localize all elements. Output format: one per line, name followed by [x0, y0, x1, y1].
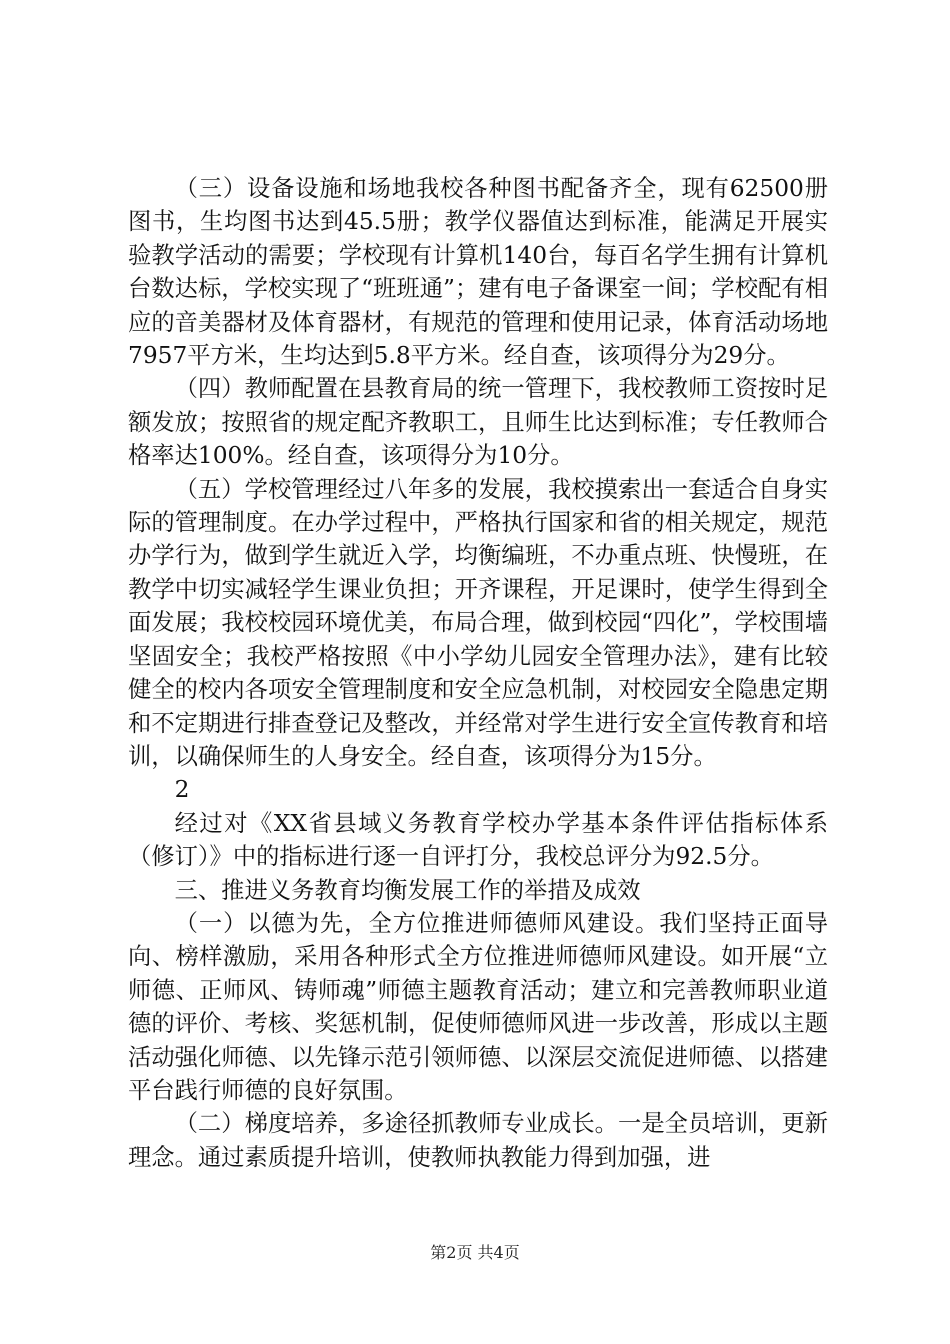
page-footer: 第2页 共4页 [430, 1243, 520, 1262]
paragraph-facilities: （三）设备设施和场地我校各种图书配备齐全，现有62500册图书，生均图书达到45.5册；教学仪器值达到标准，能满足开展实验教学活动的需要；学校现有计算机140台，每百名学生拥有计算机台数达标，学校实现了“班班通”；建有电子备课室一间；学校配有相应的音美器材及体育器材，有规范的管理和使用记录，体育活动场地7957平方米，生均达到5.8平方米。经自查，该项得分为29分。 [128, 175, 828, 370]
section-heading-measures: 三、推进义务教育均衡发展工作的举措及成效 [174, 876, 641, 904]
paragraph-ethics: （一）以德为先，全方位推进师德师风建设。我们坚持正面导向、榜样激励，采用各种形式全方位推进师德师风建设。如开展“立师德、正师风、铸师魂”师德主题教育活动；建立和完善教师职业道德的评价、考核、奖惩机制，促使师德师风进一步改善，形成以主题活动强化师德、以先锋示范引领师德、以深层交流促进师德、以搭建平台践行师德的良好氛围。 [128, 909, 828, 1104]
paragraph-school-management: （五）学校管理经过八年多的发展，我校摸索出一套适合自身实际的管理制度。在办学过程中，严格执行国家和省的相关规定，规范办学行为，做到学生就近入学，均衡编班，不办重点班、快慢班，在教学中切实减轻学生课业负担；开齐课程，开足课时，使学生得到全面发展；我校校园环境优美，布局合理，做到校园“四化”，学校围墙坚固安全；我校严格按照《中小学幼儿园安全管理办法》，建有比较健全的校内各项安全管理制度和安全应急机制，对校园安全隐患定期和不定期进行排查登记及整改，并经常对学生进行安全宣传教育和培训，以确保师生的人身安全。经自查，该项得分为15分。 [128, 475, 828, 770]
paragraph-total-score: 经过对《XX省县域义务教育学校办学基本条件评估指标体系（修订）》中的指标进行逐一自评打分，我校总评分为92.5分。 [128, 809, 828, 871]
inline-page-number: 2 [174, 776, 190, 804]
paragraph-training: （二）梯度培养，多途径抓教师专业成长。一是全员培训，更新理念。通过素质提升培训，使教师执教能力得到加强，进 [128, 1110, 828, 1171]
paragraph-teacher-staffing: （四）教师配置在县教育局的统一管理下，我校教师工资按时足额发放；按照省的规定配齐教职工，且师生比达到标准；专任教师合格率达100%。经自查，该项得分为10分。 [128, 375, 828, 470]
document-body [128, 172, 828, 1174]
